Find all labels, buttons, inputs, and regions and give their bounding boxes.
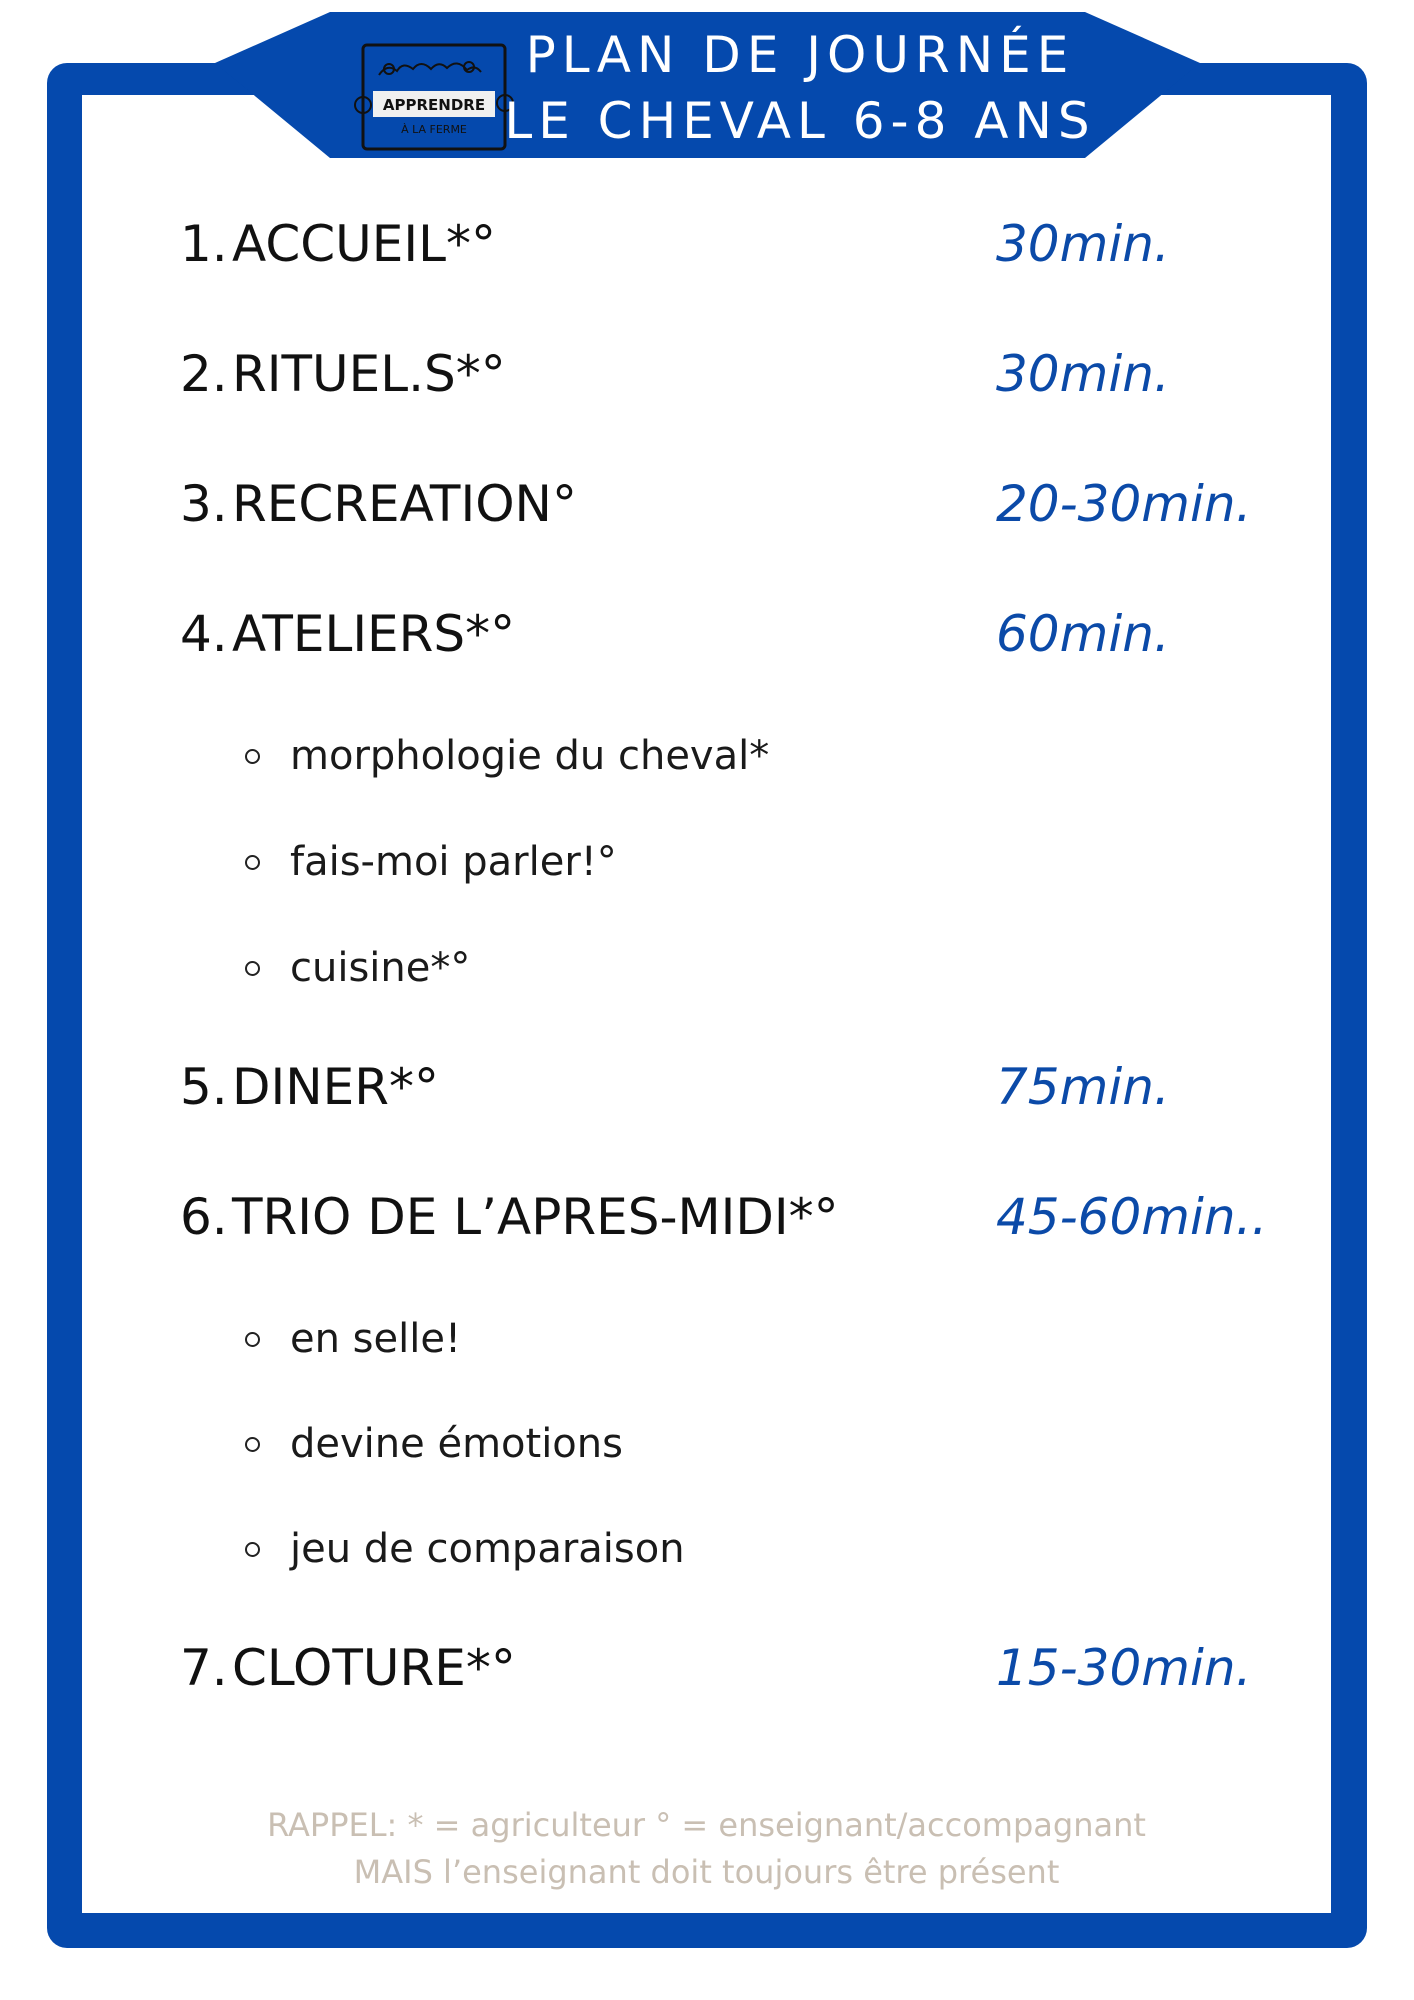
item-number: 1. bbox=[180, 215, 228, 273]
sub-item-label: jeu de comparaison bbox=[290, 1526, 685, 1572]
schedule-item bbox=[180, 1182, 1280, 1252]
item-number: 6. bbox=[180, 1188, 228, 1246]
item-duration: 75min. bbox=[996, 1058, 1170, 1116]
item-duration: 45-60min.. bbox=[996, 1188, 1268, 1246]
circle-bullet-icon bbox=[245, 1332, 260, 1347]
title-line-1: PLAN DE JOURNÉE bbox=[525, 26, 1075, 84]
schedule-item bbox=[180, 599, 1280, 669]
circle-bullet-icon bbox=[245, 1437, 260, 1452]
schedule-item bbox=[180, 469, 1280, 539]
item-label: ACCUEIL*° bbox=[232, 215, 496, 273]
item-number: 4. bbox=[180, 605, 228, 663]
sub-item-label: fais-moi parler!° bbox=[290, 839, 617, 885]
title-line-2: LE CHEVAL 6-8 ANS bbox=[504, 92, 1096, 150]
item-label: CLOTURE*° bbox=[232, 1639, 516, 1697]
sub-item-label: en selle! bbox=[290, 1316, 461, 1362]
item-label: TRIO DE L’APRES-MIDI*° bbox=[232, 1188, 839, 1246]
item-label: ATELIERS*° bbox=[232, 605, 516, 663]
sub-item-label: devine émotions bbox=[290, 1421, 623, 1467]
circle-bullet-icon bbox=[245, 961, 260, 976]
item-duration: 30min. bbox=[996, 215, 1170, 273]
item-duration: 20-30min. bbox=[996, 475, 1252, 533]
logo-sub-text: À LA FERME bbox=[401, 123, 467, 136]
schedule-item bbox=[180, 1633, 1280, 1703]
footer-note-line-2: MAIS l’enseignant doit toujours être présent bbox=[353, 1853, 1060, 1891]
item-number: 3. bbox=[180, 475, 228, 533]
footer-note-line-1: RAPPEL: * = agriculteur ° = enseignant/accompagnant bbox=[267, 1806, 1146, 1844]
page-title bbox=[470, 22, 1130, 154]
item-duration: 15-30min. bbox=[996, 1639, 1252, 1697]
item-label: RECREATION° bbox=[232, 475, 577, 533]
item-label: RITUEL.S*° bbox=[232, 345, 506, 403]
item-number: 7. bbox=[180, 1639, 228, 1697]
logo-main-text: APPRENDRE bbox=[382, 96, 486, 114]
circle-bullet-icon bbox=[245, 855, 260, 870]
schedule-item bbox=[180, 209, 1280, 279]
sub-item-label: cuisine*° bbox=[290, 945, 471, 991]
circle-bullet-icon bbox=[245, 749, 260, 764]
item-number: 5. bbox=[180, 1058, 228, 1116]
item-duration: 60min. bbox=[996, 605, 1170, 663]
item-label: DINER*° bbox=[232, 1058, 439, 1116]
circle-bullet-icon bbox=[245, 1542, 260, 1557]
schedule-item bbox=[180, 339, 1280, 409]
sub-item-label: morphologie du cheval* bbox=[290, 733, 770, 779]
item-duration: 30min. bbox=[996, 345, 1170, 403]
schedule-item bbox=[180, 1052, 1280, 1122]
item-number: 2. bbox=[180, 345, 228, 403]
